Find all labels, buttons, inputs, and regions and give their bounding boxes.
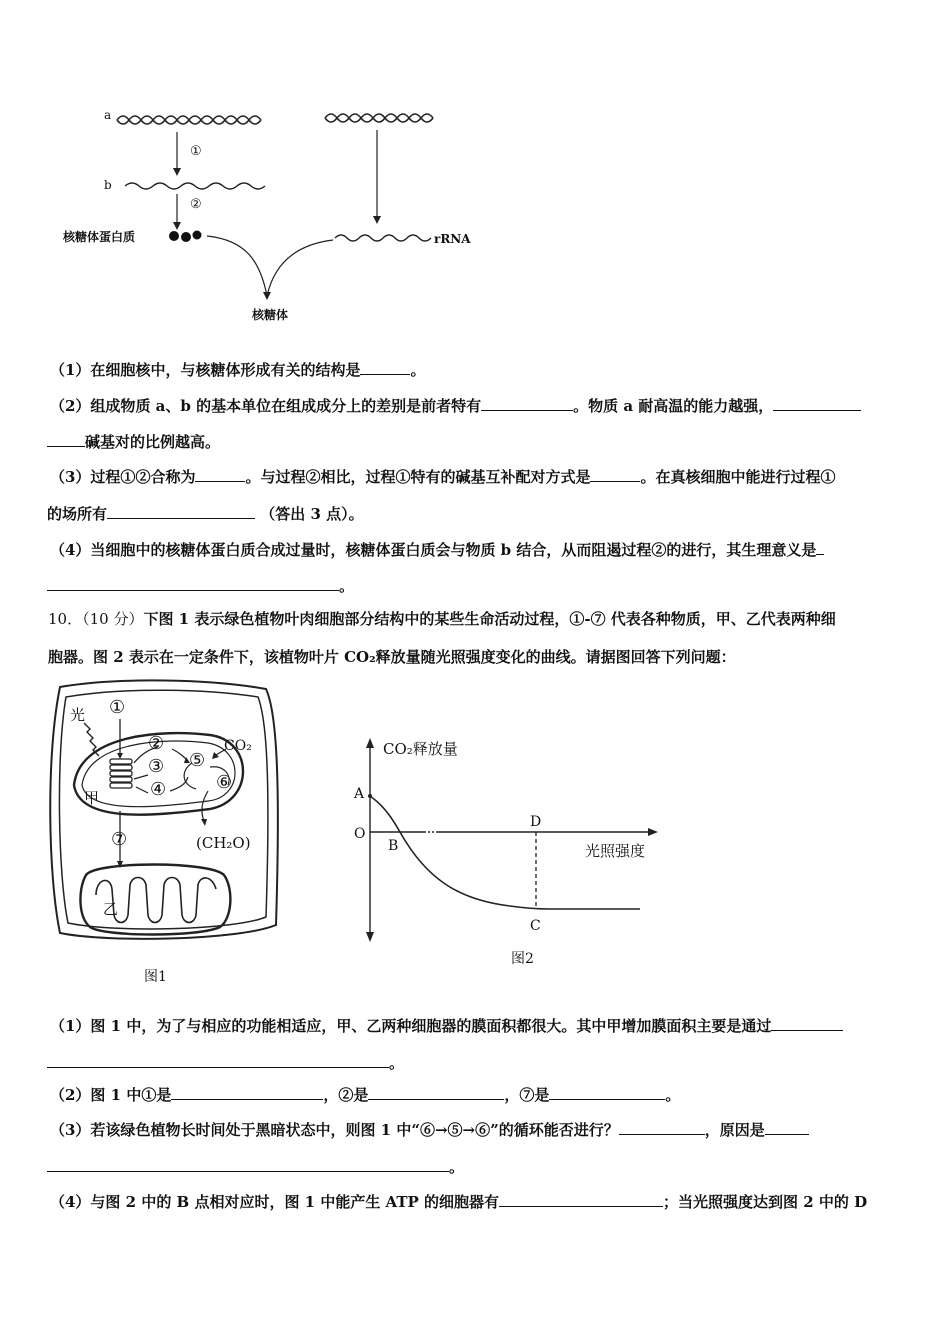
label-n3: ③ — [148, 756, 165, 777]
fig2-point-a: A — [354, 786, 365, 802]
label-light: 光 — [70, 706, 86, 724]
q10-part4: （4）与图 2 中的 B 点相对应时，图 1 中能产生 ATP 的细胞器有 ；当光照强度达到图 2 中的 D — [50, 1193, 868, 1211]
q10-part2: （2）图 1 中①是 ，②是 ，⑦是 。 — [50, 1086, 681, 1104]
mrna-b-wave — [125, 183, 265, 189]
figure2-caption: 图2 — [511, 951, 534, 967]
fig2-point-c: C — [530, 918, 541, 934]
blank[interactable] — [47, 1157, 449, 1172]
dna-a-helix — [117, 116, 261, 124]
label-jia: 甲 — [84, 789, 100, 807]
blank[interactable] — [619, 1120, 705, 1135]
blank[interactable] — [549, 1085, 665, 1100]
q9-part2-line1: （2）组成物质 a、b 的基本单位在组成成分上的差别是前者特有 。物质 a 耐高温的能力越强， — [50, 396, 861, 416]
blank[interactable] — [368, 1085, 504, 1100]
protein-dot — [193, 231, 202, 240]
fig2-point-d: D — [530, 814, 542, 830]
protein-dot — [181, 232, 191, 242]
label-ribosome: 核糖体 — [252, 308, 289, 322]
converge-left — [207, 236, 267, 296]
blank[interactable] — [195, 467, 245, 482]
fig2-ylabel: CO₂释放量 — [383, 740, 458, 758]
label-yi: 乙 — [103, 900, 119, 918]
label-n2: ② — [148, 733, 165, 754]
label-step2: ② — [190, 197, 202, 212]
ribosome-formation-diagram — [95, 100, 485, 330]
label-n7: ⑦ — [111, 829, 128, 850]
protein-dot — [169, 231, 179, 241]
q9-part4-line1: （4）当细胞中的核糖体蛋白质合成过量时，核糖体蛋白质会与物质 b 结合，从而阻遏过程②的进行，其生理意义是 — [50, 540, 824, 560]
blank[interactable] — [481, 396, 573, 411]
label-n4: ④ — [150, 779, 167, 800]
label-n5: ⑤ — [189, 750, 206, 771]
label-co2: CO₂ — [224, 738, 252, 754]
label-rrna: rRNA — [434, 232, 471, 246]
q10-part3-line1: （3）若该绿色植物长时间处于黑暗状态中，则图 1 中“⑥→⑤→⑥”的循环能否进行？ ，原因是 — [50, 1120, 809, 1140]
label-n6: ⑥ — [216, 772, 233, 793]
blank[interactable] — [360, 360, 410, 375]
q10-intro-line1: 10．（10 分）下图 1 表示绿色植物叶肉细胞部分结构中的某些生命活动过程，①-⑦ 代表各种物质，甲、乙代表两种细 — [48, 610, 836, 628]
q9-part3-line1: （3）过程①②合称为 。与过程②相比，过程①特有的碱基互补配对方式是 。在真核细胞中能进行过程① — [50, 468, 836, 486]
blank[interactable] — [107, 504, 255, 519]
blank[interactable] — [816, 540, 824, 555]
q9-part3-line2: 的场所有 （答出 3 点）。 — [47, 505, 364, 523]
converge-right — [267, 240, 333, 296]
figure1-caption: 图1 — [144, 969, 167, 985]
label-n1: ① — [109, 697, 126, 718]
blank[interactable] — [47, 1053, 389, 1068]
blank[interactable] — [47, 576, 339, 591]
label-a: a — [104, 108, 112, 122]
label-b: b — [104, 178, 112, 192]
blank[interactable] — [771, 1016, 843, 1031]
fig2-point-b: B — [388, 838, 399, 854]
fig2-xlabel: 光照强度 — [585, 842, 646, 860]
q10-part1-line2: 。 — [47, 1053, 404, 1073]
label-ribosome-protein: 核糖体蛋白质 — [63, 230, 136, 244]
q10-part3-line2: 。 — [47, 1157, 464, 1177]
q9-part2-line2: 碱基对的比例越高。 — [47, 432, 220, 452]
blank[interactable] — [499, 1192, 663, 1207]
q9-part4-line2: 。 — [47, 576, 354, 596]
blank[interactable] — [773, 396, 861, 411]
thylakoid-stack — [110, 759, 132, 788]
blank[interactable] — [590, 467, 640, 482]
label-step1: ① — [190, 144, 202, 159]
dna-right-helix — [325, 114, 433, 122]
blank[interactable] — [47, 432, 85, 447]
blank[interactable] — [765, 1120, 809, 1135]
q9-part1: （1）在细胞核中，与核糖体形成有关的结构是 。 — [50, 361, 426, 379]
q10-intro-line2: 胞器。图 2 表示在一定条件下，该植物叶片 CO₂释放量随光照强度变化的曲线。请据图回答下列问题： — [48, 648, 736, 666]
blank[interactable] — [171, 1085, 323, 1100]
fig2-point-o: O — [354, 826, 366, 842]
label-ch2o: (CH₂O) — [196, 834, 251, 852]
rrna-wave — [335, 235, 431, 241]
q10-part1-line1: （1）图 1 中，为了与相应的功能相适应，甲、乙两种细胞器的膜面积都很大。其中甲增加膜面积主要是通过 — [50, 1016, 843, 1036]
